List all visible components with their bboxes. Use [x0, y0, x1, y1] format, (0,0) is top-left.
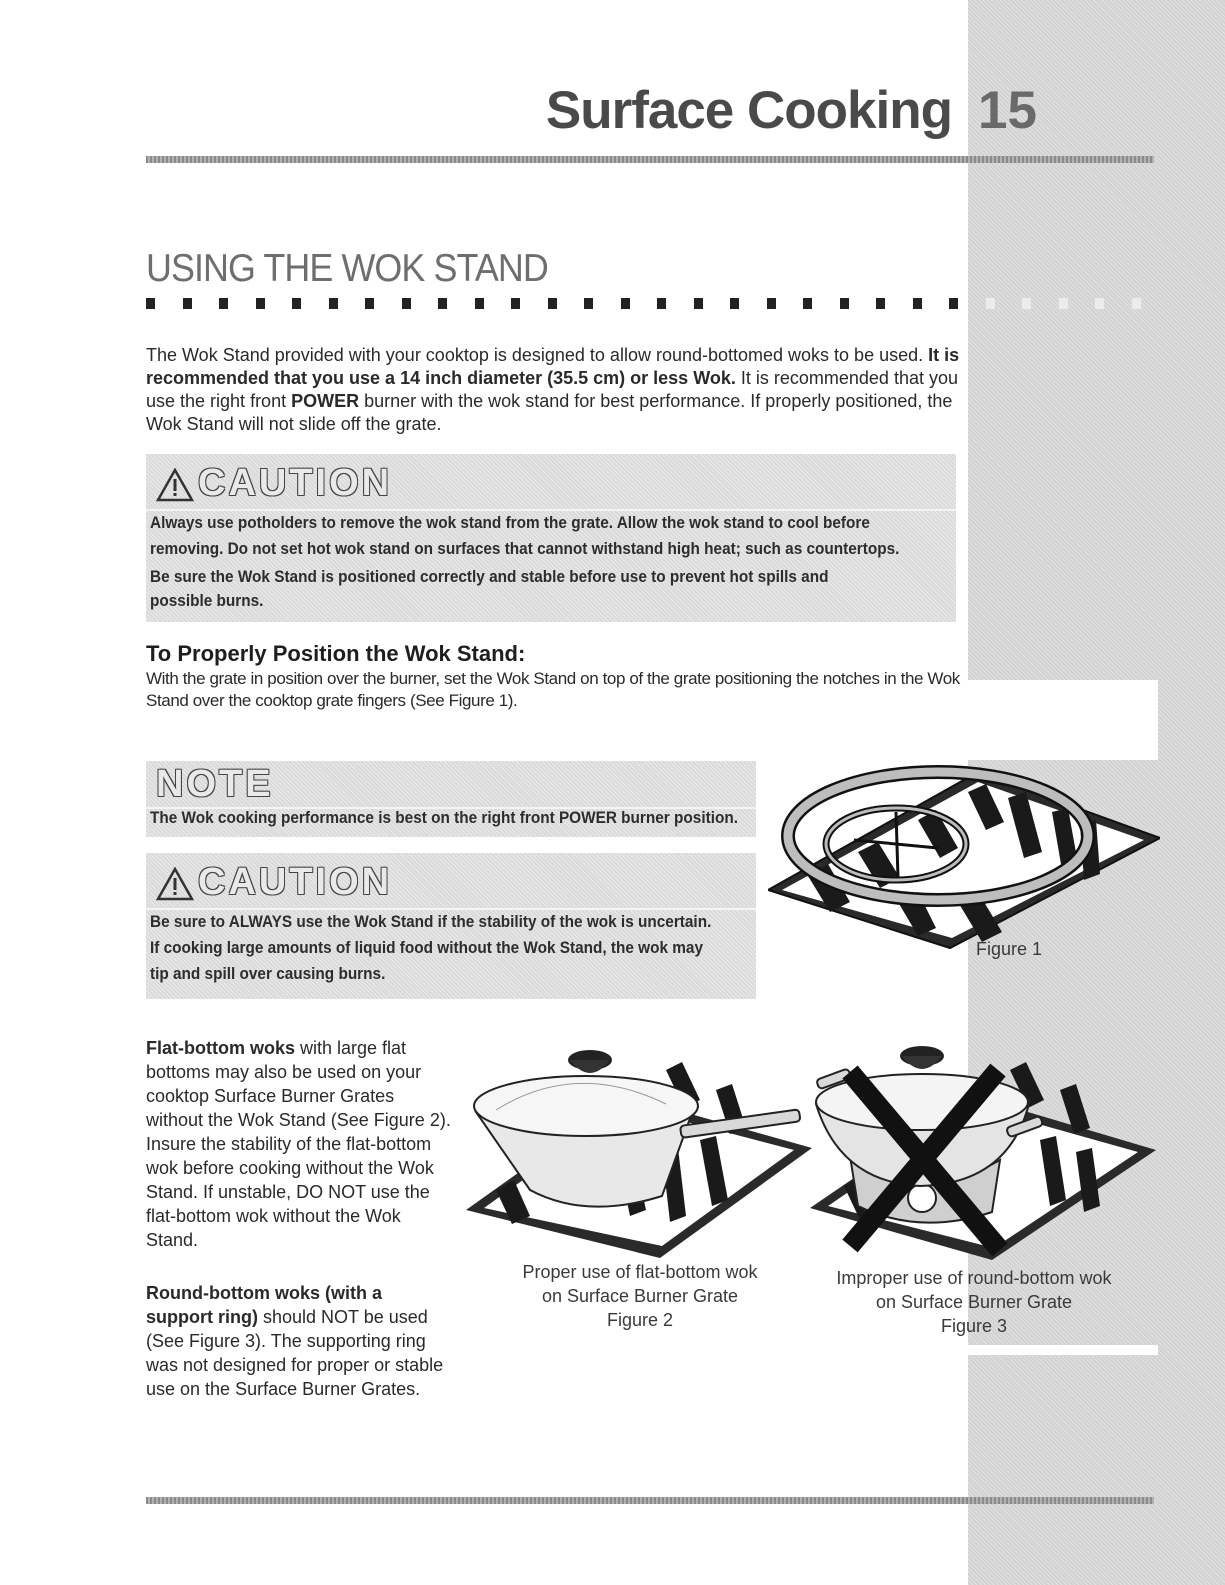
round-bottom-text: should NOT be used (See Figure 3). The supporting ring was not designed for proper or stable use on the Surface Burner Grates. — [146, 1307, 444, 1399]
flat-bottom-wok-illustration — [466, 1040, 816, 1260]
divider-square — [548, 298, 557, 309]
intro-text: It is recommended that you use the right front — [146, 368, 958, 411]
page-header-title: Surface Cooking — [545, 81, 952, 140]
divider-square — [621, 298, 630, 309]
side-strip-gap — [968, 680, 1158, 760]
caption-line: Improper use of round-bottom wok — [836, 1268, 1112, 1288]
divider-square — [146, 298, 155, 309]
caution-box — [146, 853, 756, 999]
caution-line: Be sure the Wok Stand is positioned correctly and stable before use to prevent hot spills and — [150, 568, 829, 586]
caution-heading-text: CAUTION — [198, 861, 393, 903]
caution-line: If cooking large amounts of liquid food without the Wok Stand, the wok may — [150, 939, 704, 957]
caution-heading — [156, 462, 392, 505]
figure-2-caption — [480, 1260, 800, 1332]
flat-bottom-bold: Flat-bottom woks — [146, 1038, 295, 1058]
divider-square — [256, 298, 265, 309]
caution-line: Always use potholders to remove the wok stand from the grate. Allow the wok stand to cool before — [150, 514, 870, 532]
divider-square — [803, 298, 812, 309]
intro-bold-text: It is recommended that you use a 14 inch diameter (35.5 cm) or less Wok. — [146, 345, 960, 388]
round-bottom-bold: Round-bottom woks (with a support ring) — [146, 1283, 382, 1327]
intro-text: burner with the wok stand for best performance. If properly positioned, the Wok Stand will not slide off the grate. — [146, 391, 953, 434]
page-number: 15 — [978, 81, 1037, 140]
section-title: USING THE WOK STAND — [146, 247, 548, 290]
divider-square — [183, 298, 192, 309]
square-divider — [146, 298, 1166, 310]
divider-square — [694, 298, 703, 309]
caution-box — [146, 454, 956, 622]
figure-3-caption — [815, 1266, 1133, 1338]
divider-square — [475, 298, 484, 309]
round-bottom-paragraph — [146, 1281, 446, 1401]
intro-bold-text: POWER — [291, 391, 360, 411]
divider-square — [730, 298, 739, 309]
round-bottom-wok-illustration — [810, 1036, 1158, 1268]
note-box — [146, 761, 756, 837]
divider-square — [876, 298, 885, 309]
caption-line: Figure 2 — [606, 1310, 674, 1330]
divider-square — [767, 298, 776, 309]
divider-square — [1095, 298, 1104, 309]
caption-line: Proper use of flat-bottom wok — [522, 1262, 758, 1282]
divider-square — [219, 298, 228, 309]
warning-triangle-icon — [156, 468, 194, 502]
caution-heading — [156, 861, 392, 904]
flat-bottom-text: with large flat bottoms may also be used on your cooktop Surface Burner Grates without the Wok Stand (See Figure 2). Insure the stability of the flat-bottom wok before cooking without the Wok Stand. If unstable, DO NOT use the flat-bottom wok without the Wok Stand. — [146, 1038, 451, 1250]
header-rule — [146, 156, 1154, 163]
divider-square — [657, 298, 666, 309]
divider-square — [402, 298, 411, 309]
divider-square — [584, 298, 593, 309]
flat-bottom-paragraph — [146, 1036, 456, 1252]
side-strip-gap — [968, 1345, 1158, 1355]
intro-paragraph — [146, 344, 966, 436]
divider-square — [329, 298, 338, 309]
caution-heading-text: CAUTION — [198, 462, 393, 504]
divider-square — [1132, 298, 1141, 309]
intro-text: The Wok Stand provided with your cooktop is designed to allow round-bottomed woks to be used. — [146, 345, 929, 365]
divider-square — [292, 298, 301, 309]
divider-square — [986, 298, 995, 309]
divider-square — [365, 298, 374, 309]
note-text: The Wok cooking performance is best on the right front POWER burner position. — [150, 809, 738, 827]
caution-line: Be sure to ALWAYS use the Wok Stand if the stability of the wok is uncertain. — [150, 913, 712, 931]
footer-rule — [146, 1497, 1154, 1504]
wok-stand-on-grate-illustration — [768, 752, 1160, 952]
position-heading: To Properly Position the Wok Stand: — [146, 641, 526, 666]
caption-line: on Surface Burner Grate — [875, 1292, 1073, 1312]
divider-square — [949, 298, 958, 309]
divider-square — [1059, 298, 1068, 309]
caution-line: tip and spill over causing burns. — [150, 965, 386, 983]
figure-1-caption: Figure 1 — [976, 939, 1043, 959]
caution-line: possible burns. — [150, 592, 264, 610]
note-heading: NOTE — [156, 763, 274, 805]
caption-line: Figure 3 — [940, 1316, 1008, 1336]
warning-triangle-icon — [156, 867, 194, 901]
caution-line: removing. Do not set hot wok stand on surfaces that cannot withstand high heat; such as countertops. — [150, 540, 900, 558]
divider-square — [438, 298, 447, 309]
divider-square — [913, 298, 922, 309]
divider-square — [511, 298, 520, 309]
caption-line: on Surface Burner Grate — [541, 1286, 739, 1306]
divider-square — [840, 298, 849, 309]
position-text: With the grate in position over the burner, set the Wok Stand on top of the grate positioning the notches in the Wok Stand over the cooktop grate fingers (See Figure 1). — [146, 669, 960, 710]
divider-square — [1022, 298, 1031, 309]
